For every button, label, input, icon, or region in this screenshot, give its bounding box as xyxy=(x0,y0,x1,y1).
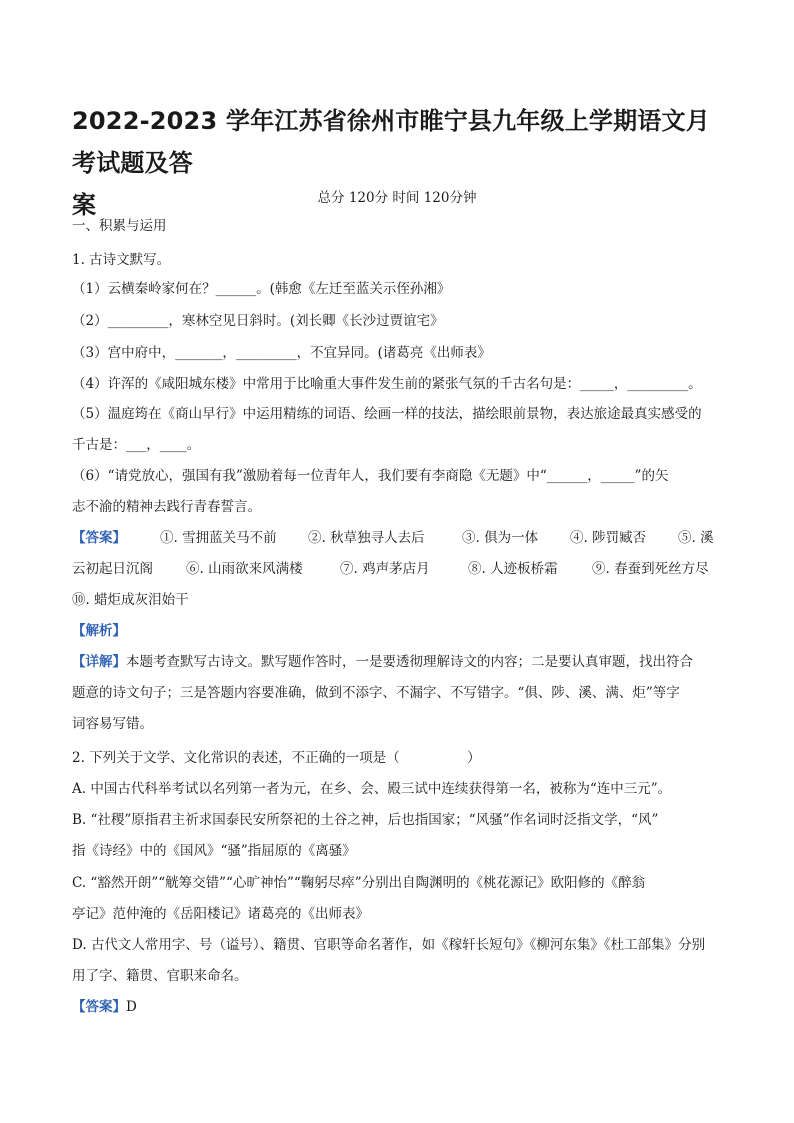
q1-item: （3）宫中府中，_______，_________，不宜异同。(诸葛亮《出师表》 xyxy=(72,345,491,361)
answer-item: ①. 雪拥蓝关马不前 xyxy=(160,530,277,546)
answer-tag: 【答案】 xyxy=(72,530,126,546)
answer-item: ④. 陟罚臧否 xyxy=(570,530,647,546)
q2-option: C. “豁然开朗”“觥筹交错”“心旷神怡”“鞠躬尽瘁”分别出自陶渊明的《桃花源记》欧阳修的《醉翁 xyxy=(72,875,646,891)
q1-item: （5）温庭筠在《商山早行》中运用精练的词语、绘画一样的技法，描绘眼前景物，表达旅途最真实感受的 xyxy=(72,406,702,422)
q2-option: 用了字、籍贯、官职来命名。 xyxy=(72,968,248,984)
answer-tag: 【答案】 xyxy=(72,999,126,1015)
q1-item: （2）_________，寒林空见日斜时。(刘长卿《长沙过贾谊宅》 xyxy=(72,313,444,329)
q1-item: （1）云横秦岭家何在？______。(韩愈《左迁至蓝关示侄孙湘》 xyxy=(72,281,451,297)
question-2-stem: 2. 下列关于文学、文化常识的表述，不正确的一项是（ ） xyxy=(72,750,481,766)
detail-line xyxy=(72,652,693,672)
q1-item: 志不渝的精神去践行青春誓言。 xyxy=(72,499,261,515)
detail-line: 词容易写错。 xyxy=(72,716,153,732)
analysis-tag: 【解析】 xyxy=(72,623,126,639)
exam-info: 总分 120分 时间 120分钟 xyxy=(317,190,477,206)
q2-option: A. 中国古代科举考试以名列第一者为元，在乡、会、殿三试中连续获得第一名，被称为“连中三元”。 xyxy=(72,781,672,797)
answer-item: ③. 俱为一体 xyxy=(462,530,539,546)
answer-item: ⑤. 溪 xyxy=(678,530,714,546)
detail-text: 本题考查默写古诗文。默写题作答时，一是要透彻理解诗文的内容；二是要认真审题，找出符合 xyxy=(126,654,693,670)
answer-item: ⑨. 春蚕到死丝方尽 xyxy=(592,561,709,577)
answer-item: ⑩. 蜡炬成灰泪始干 xyxy=(72,592,189,608)
detail-tag: 【详解】 xyxy=(72,654,126,670)
section-heading: 一、积累与运用 xyxy=(72,218,167,234)
q1-item: 千古是：___，____。 xyxy=(72,437,201,453)
answer-item: ⑦. 鸡声茅店月 xyxy=(340,561,430,577)
answer-item: 云初起日沉阁 xyxy=(72,561,153,577)
q2-answer-line xyxy=(72,997,137,1017)
q1-item: （6）“请党放心，强国有我”激励着每一位青年人，我们要有李商隐《无题》中“______，_____”的矢 xyxy=(72,468,669,484)
q1-item: （4）许浑的《咸阳城东楼》中常用于比喻重大事件发生前的紧张气氛的千古名句是：_____，_________。 xyxy=(72,376,702,392)
answer-item: ⑧. 人迹板桥霜 xyxy=(468,561,558,577)
q2-option: B. “社稷”原指君主祈求国泰民安所祭祀的土谷之神，后也指国家；“风骚”作名词时泛指文学，“风” xyxy=(72,812,659,828)
detail-line: 题意的诗文句子；三是答题内容要准确，做到不添字、不漏字、不写错字。“俱、陟、溪、满、炬”等字 xyxy=(72,685,680,701)
q2-option: 指《诗经》中的《国风》“骚”指屈原的《离骚》 xyxy=(72,843,356,859)
q2-option: 亭记》范仲淹的《岳阳楼记》诸葛亮的《出师表》 xyxy=(72,906,369,922)
q2-option: D. 古代文人常用字、号（谥号）、籍贯、官职等命名著作，如《稼轩长短句》《柳河东集》《杜工部集》分别 xyxy=(72,937,706,953)
q2-answer: D xyxy=(126,999,137,1015)
question-1-stem: 1. 古诗文默写。 xyxy=(72,252,171,268)
document-title xyxy=(72,100,732,226)
title-line-1: 2022-2023 学年江苏省徐州市睢宁县九年级上学期语文月考试题及答 xyxy=(72,107,710,177)
answer-item: ⑥. 山雨欲来风满楼 xyxy=(186,561,303,577)
answer-item: ②. 秋草独寻人去后 xyxy=(308,530,425,546)
title-line-2: 案 xyxy=(72,191,97,219)
